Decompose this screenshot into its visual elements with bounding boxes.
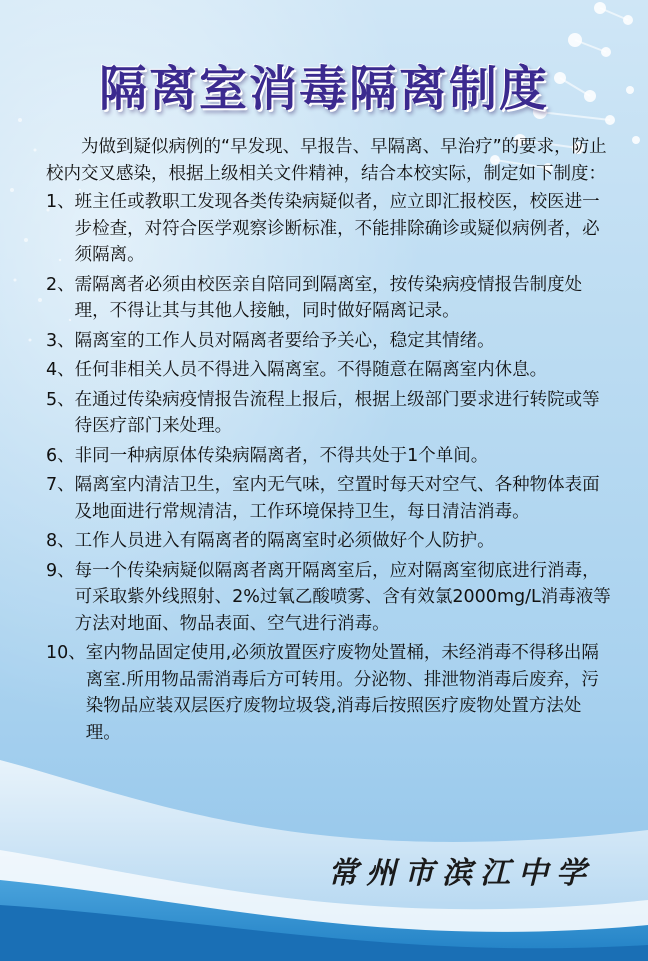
item-number: 2、 [46,274,75,295]
item-number: 8、 [46,531,75,551]
item-text: 班主任或教职工发现各类传染病疑似者，应立即汇报校医，校医进一步检查，对符合医学观察诊断标准，不能排除确诊或疑似病例者，必须隔离。 [74,192,600,265]
poster-title: 隔离室消毒隔离制度 [98,61,549,117]
item-text: 需隔离者必须由校医亲自陪同到隔离室，按传染病疫情报告制度处理，不得让其与其他人接触，同时做好隔离记录。 [74,274,583,321]
item-text: 室内物品固定使用,必须放置医疗废物处置桶，未经消毒不得移出隔离室.所用物品需消毒后方可转用。分泌物、排泄物消毒后废弃，污染物品应装双层医疗废物垃圾袋,消毒后按照医疗废物处置方法处理。 [85,643,599,743]
item-number: 4、 [46,360,75,380]
item-number: 5、 [46,389,75,410]
item-number: 1、 [46,192,75,212]
list-item [46,189,616,269]
list-item [46,443,616,470]
regulation-body [46,134,616,749]
list-item [46,357,616,384]
item-text: 在通过传染病疫情报告流程上报后，根据上级部门要求进行转院或等待医疗部门来处理。 [74,389,600,436]
list-item [46,528,616,555]
list-item [46,387,616,440]
item-number: 6、 [46,445,75,466]
intro-paragraph: 为做到疑似病例的“早发现、早报告、早隔离、早治疗”的要求，防止校内交叉感染，根据上级相关文件精神，结合本校实际，制定如下制度： [46,137,607,184]
list-item [46,472,616,525]
item-text: 工作人员进入有隔离者的隔离室时必须做好个人防护。 [74,531,495,551]
item-number: 9、 [46,560,75,581]
list-item [46,272,616,325]
item-text: 隔离室内清洁卫生，室内无气味，空置时每天对空气、各种物体表面及地面进行常规清洁，工作环境保持卫生，每日清洁消毒。 [74,475,600,522]
list-item [46,640,616,746]
item-number: 7、 [46,475,75,495]
list-item [46,328,616,355]
item-number: 3、 [46,330,75,351]
item-text: 非同一种病原体传染病隔离者，不得共处于1个单间。 [74,445,489,466]
school-signature: 常州市滨江中学 [328,856,594,891]
item-text: 任何非相关人员不得进入隔离室。不得随意在隔离室内休息。 [74,360,548,380]
item-number: 10、 [46,643,86,663]
item-text: 每一个传染病疑似隔离者离开隔离室后，应对隔离室彻底进行消毒，可采取紫外线照射、2%过氧乙酸喷雾、含有效氯2000mg/L消毒液等方法对地面、物品表面、空气进行消毒。 [74,560,611,634]
item-text: 隔离室的工作人员对隔离者要给予关心，稳定其情绪。 [74,330,495,351]
list-item [46,558,616,638]
